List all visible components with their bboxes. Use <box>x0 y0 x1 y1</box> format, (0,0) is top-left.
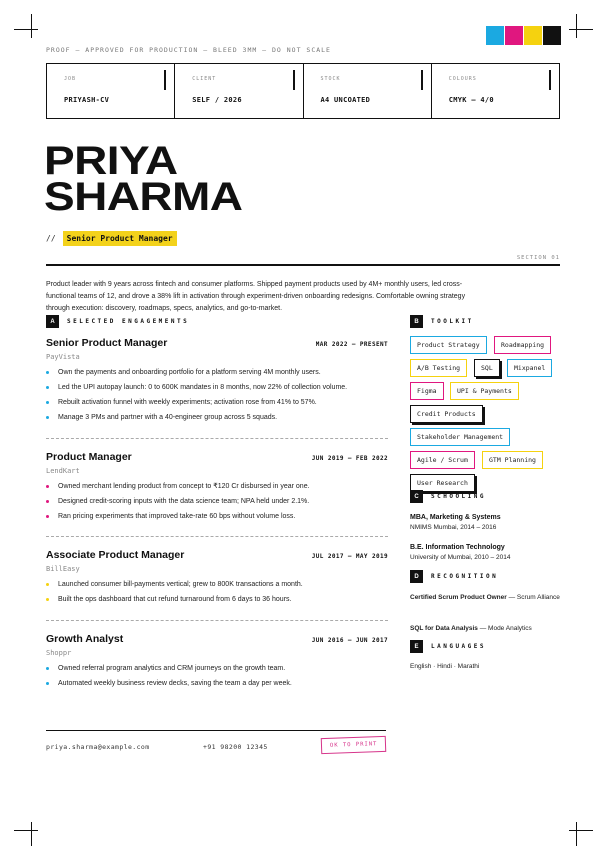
bullet-dot <box>46 667 49 670</box>
section-head-schooling <box>410 490 486 503</box>
meta-value: SELF / 2026 <box>192 96 242 104</box>
recognition-title: SQL for Data Analysis <box>410 625 478 632</box>
job-bullet <box>46 399 388 407</box>
crop-mark-bl-h <box>14 830 38 831</box>
job-meta-table <box>46 63 560 119</box>
section-title: RECOGNITION <box>431 573 499 580</box>
section-letter: E <box>410 640 423 653</box>
job-bullets <box>46 369 388 422</box>
section-head-engagements <box>46 315 189 328</box>
bullet-text: Designed credit-scoring inputs with the data science team; NPA held under 2.1%. <box>58 498 310 505</box>
meta-label: COLOURS <box>448 76 477 82</box>
bullet-text: Automated weekly business review decks, saving the team a day per week. <box>58 680 292 687</box>
role-row <box>46 231 177 246</box>
school-entry <box>410 544 560 563</box>
bullet-dot <box>46 371 49 374</box>
header-rule <box>46 264 560 266</box>
job-bullet <box>46 596 388 604</box>
role-tag: Senior Product Manager <box>63 231 177 246</box>
skill-chip: Figma <box>410 382 444 400</box>
color-swatch <box>486 26 504 45</box>
bullet-dot <box>46 500 49 503</box>
divider <box>46 438 388 439</box>
bullet-dot <box>46 485 49 488</box>
bullet-dot <box>46 515 49 518</box>
job-entry <box>46 337 388 429</box>
job-bullets <box>46 483 388 521</box>
summary: Product leader with 9 years across fintech and consumer platforms. Shipped payment products used by 4M+ monthly users, led cross-functional teams of 12, and drove a 38% lift in activation through experiment-driven onboarding redesigns. Comfortable owning strategy through execution: discovery, roadmaps, specs, analytics, and go-to-market. <box>46 281 466 312</box>
skill-chip: User Research <box>410 474 475 492</box>
skill-chip: Product Strategy <box>410 336 487 354</box>
divider <box>46 620 388 621</box>
bullet-dot <box>46 598 49 601</box>
job-bullet <box>46 369 388 377</box>
skill-chip: Roadmapping <box>494 336 551 354</box>
job-company: LendKart <box>46 467 80 475</box>
job-company: Shoppr <box>46 649 72 657</box>
meta-value: PRIYASH-CV <box>64 96 110 104</box>
bullet-text: Own the payments and onboarding portfolio for a platform serving 4M monthly users. <box>58 369 321 376</box>
section-title: SELECTED ENGAGEMENTS <box>67 318 190 325</box>
bullet-dot <box>46 583 49 586</box>
skill-chip: Agile / Scrum <box>410 451 475 469</box>
job-bullet <box>46 680 388 688</box>
section-letter: B <box>410 315 423 328</box>
job-title: Growth Analyst <box>46 633 124 645</box>
school-name: University of Mumbai, 2010 – 2014 <box>410 554 511 561</box>
bullet-dot <box>46 416 49 419</box>
ok-to-print-stamp: OK TO PRINT <box>321 736 387 754</box>
job-dates: JUL 2017 — MAY 2019 <box>311 553 388 560</box>
bullet-text: Owned referral program analytics and CRM journeys on the growth team. <box>58 665 286 672</box>
job-bullet <box>46 581 388 589</box>
recognition-entry <box>410 624 560 634</box>
job-entry <box>46 633 388 695</box>
languages-list: English · Hindi · Marathi <box>410 663 480 670</box>
school-degree: MBA, Marketing & Systems <box>410 514 501 521</box>
bullet-dot <box>46 386 49 389</box>
crop-mark-tl-v <box>31 14 32 38</box>
meta-cell-job <box>47 64 175 118</box>
bullet-text: Built the ops dashboard that cut refund turnaround from 6 days to 36 hours. <box>58 596 292 603</box>
color-swatch <box>543 26 561 45</box>
crop-mark-tr-h <box>569 29 593 30</box>
section-head-toolkit <box>410 315 474 328</box>
role-prefix: // <box>46 234 56 243</box>
recognition-entry <box>410 593 560 603</box>
section-label: SECTION 01 <box>516 255 560 261</box>
crop-mark-br-v <box>576 822 577 846</box>
job-entry <box>46 451 388 528</box>
section-title: LANGUAGES <box>431 643 487 650</box>
color-swatch <box>524 26 542 45</box>
bullet-text: Owned merchant lending product from concept to ₹120 Cr disbursed in year one. <box>58 483 310 490</box>
skill-chip: SQL <box>474 359 500 377</box>
job-bullet <box>46 665 388 673</box>
job-bullets <box>46 665 388 688</box>
skill-chip: UPI & Payments <box>450 382 519 400</box>
footer-phone[interactable]: +91 98200 12345 <box>203 743 268 751</box>
job-title: Associate Product Manager <box>46 549 185 561</box>
section-letter: C <box>410 490 423 503</box>
job-bullet <box>46 384 388 392</box>
proof-line: PROOF — APPROVED FOR PRODUCTION — BLEED 3MM — DO NOT SCALE <box>46 46 331 54</box>
meta-cell-client <box>175 64 303 118</box>
name-first: PRIYA <box>44 139 178 183</box>
section-letter: A <box>46 315 59 328</box>
meta-bar <box>421 70 423 90</box>
bullet-text: Launched consumer bill-payments vertical; grew to 800K transactions a month. <box>58 581 303 588</box>
school-entry <box>410 514 560 533</box>
job-entry <box>46 549 388 611</box>
skill-chip: GTM Planning <box>482 451 543 469</box>
meta-bar <box>293 70 295 90</box>
job-bullet <box>46 483 388 491</box>
crop-mark-tr-v <box>576 14 577 38</box>
meta-cell-stock <box>304 64 432 118</box>
name-last: SHARMA <box>44 175 243 219</box>
crop-mark-bl-v <box>31 822 32 846</box>
meta-cell-colours <box>432 64 559 118</box>
job-company: BillEasy <box>46 565 80 573</box>
meta-label: STOCK <box>320 76 341 82</box>
meta-bar <box>549 70 551 90</box>
skill-chip: Credit Products <box>410 405 483 423</box>
job-bullet <box>46 513 388 521</box>
skill-chip: Mixpanel <box>507 359 552 377</box>
bullet-text: Led the UPI autopay launch: 0 to 600K mandates in 8 months, now 22% of collection volume. <box>58 384 348 391</box>
meta-value: CMYK — 4/0 <box>448 96 494 104</box>
job-bullet <box>46 498 388 506</box>
job-dates: JUN 2019 — FEB 2022 <box>311 455 388 462</box>
recognition-issuer: — Scrum Alliance <box>508 594 560 601</box>
footer-rule <box>46 730 386 731</box>
recognition-issuer: — Mode Analytics <box>479 625 532 632</box>
job-dates: MAR 2022 — PRESENT <box>315 341 388 348</box>
bullet-text: Ran pricing experiments that improved take-rate 60 bps without volume loss. <box>58 513 296 520</box>
skill-chip: A/B Testing <box>410 359 467 377</box>
recognition-title: Certified Scrum Product Owner <box>410 594 507 601</box>
job-title: Senior Product Manager <box>46 337 168 349</box>
section-head-languages <box>410 640 486 653</box>
school-name: NMIMS Mumbai, 2014 – 2016 <box>410 524 497 531</box>
meta-value: A4 UNCOATED <box>320 96 371 104</box>
job-title: Product Manager <box>46 451 132 463</box>
crop-mark-tl-h <box>14 29 38 30</box>
meta-label: CLIENT <box>192 76 217 82</box>
footer-email[interactable]: priya.sharma@example.com <box>46 743 150 751</box>
bullet-dot <box>46 401 49 404</box>
job-bullet <box>46 414 388 422</box>
skill-chip: Stakeholder Management <box>410 428 510 446</box>
meta-label: JOB <box>64 76 77 82</box>
job-dates: JUN 2016 — JUN 2017 <box>311 637 388 644</box>
section-title: SCHOOLING <box>431 493 487 500</box>
meta-bar <box>164 70 166 90</box>
section-letter: D <box>410 570 423 583</box>
person-name <box>44 139 243 219</box>
bullet-dot <box>46 682 49 685</box>
job-company: PayVista <box>46 353 80 361</box>
crop-mark-br-h <box>569 830 593 831</box>
school-degree: B.E. Information Technology <box>410 544 505 551</box>
section-head-recognition <box>410 570 498 583</box>
job-bullets <box>46 581 388 604</box>
bullet-text: Manage 3 PMs and partner with a 40-engineer group across 5 squads. <box>58 414 278 421</box>
bullet-text: Rebuilt activation funnel with weekly experiments; activation rose from 41% to 57%. <box>58 399 317 406</box>
divider <box>46 536 388 537</box>
section-title: TOOLKIT <box>431 318 474 325</box>
color-swatch <box>505 26 523 45</box>
